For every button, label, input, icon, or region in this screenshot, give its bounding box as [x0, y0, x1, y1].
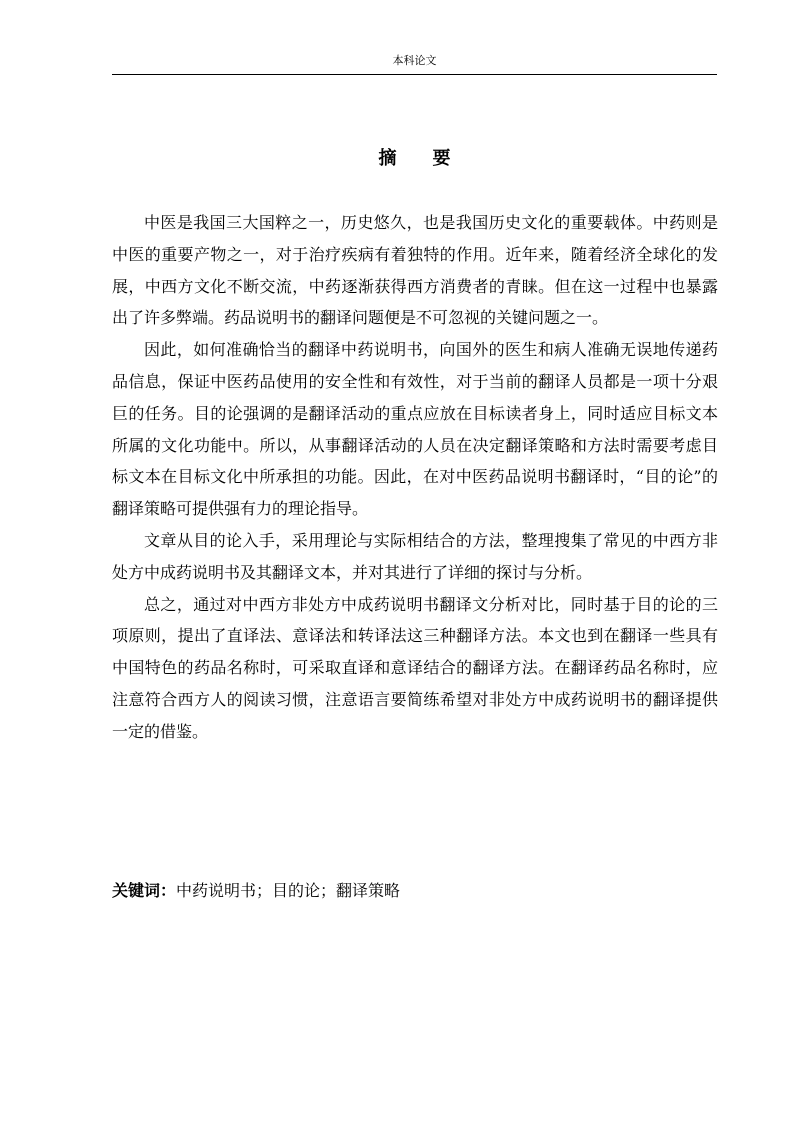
page-header: [112, 52, 717, 75]
running-title: 本科论文: [392, 54, 437, 67]
abstract-paragraph-3: 文章从目的论入手，采用理论与实际相结合的方法，整理搜集了常见的中西方非处方中成药说明书及其翻译文本，并对其进行了详细的探讨与分析。: [112, 530, 718, 582]
keywords-value: 中药说明书；目的论；翻译策略: [176, 881, 401, 900]
keywords-label: 关键词：: [112, 881, 177, 900]
keywords-line: [112, 877, 717, 905]
abstract-title: 摘要: [378, 148, 487, 169]
abstract-paragraph-2: 因此，如何准确恰当的翻译中药说明书，向国外的医生和病人准确无误地传递药品信息，保证中医药品使用的安全性和有效性，对于当前的翻译人员都是一项十分艰巨的任务。目的论强调的是翻译活动的重点应放在目标读者身上，同时适应目标文本所属的文化功能中。所以，从事翻译活动的人员在决定翻译策略和方法时需要考虑目标文本在目标文化中所承担的功能。因此，在对中医药品说明书翻译时，“目的论”的翻译策略可提供强有力的理论指导。: [112, 340, 718, 519]
abstract-body: [112, 207, 718, 748]
abstract-paragraph-1: 中医是我国三大国粹之一，历史悠久，也是我国历史文化的重要载体。中药则是中医的重要产物之一，对于治疗疾病有着独特的作用。近年来，随着经济全球化的发展，中西方文化不断交流，中药逐渐获得西方消费者的青睐。但在这一过程中也暴露出了许多弊端。药品说明书的翻译问题便是不可忽视的关键问题之一。: [112, 213, 718, 328]
abstract-paragraph-4: 总之，通过对中西方非处方中成药说明书翻译文分析对比，同时基于目的论的三项原则，提出了直译法、意译法和转译法这三种翻译方法。本文也到在翻译一些具有中国特色的药品名称时，可采取直译和意译结合的翻译方法。在翻译药品名称时，应注意符合西方人的阅读习惯，注意语言要简练希望对非处方中成药说明书的翻译提供一定的借鉴。: [112, 594, 718, 741]
